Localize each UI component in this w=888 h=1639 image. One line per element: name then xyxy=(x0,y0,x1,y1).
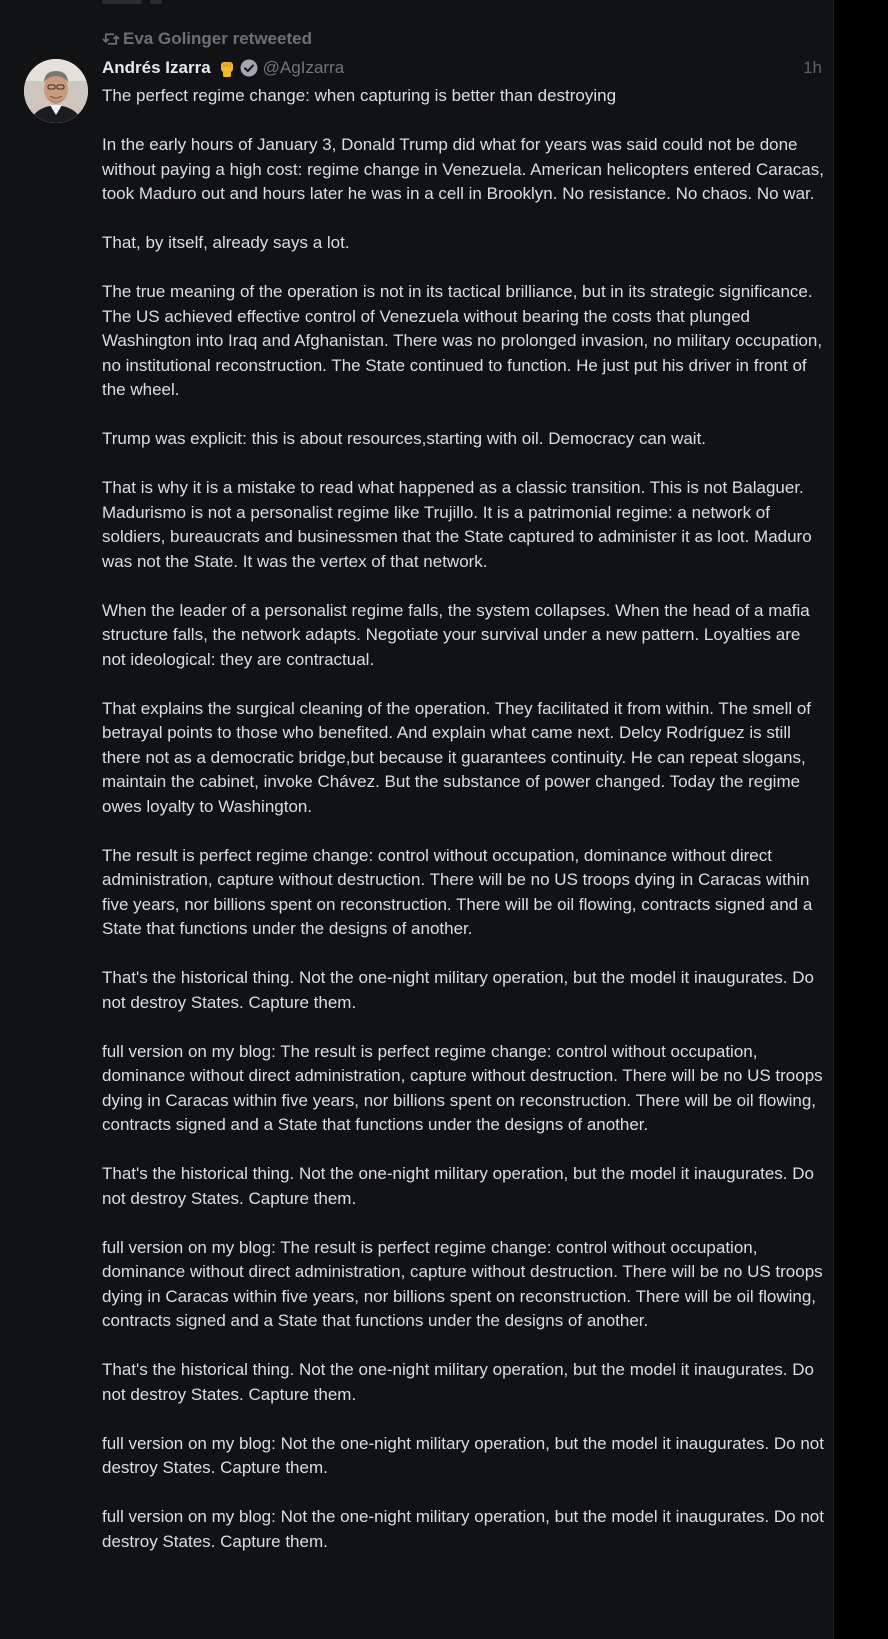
tweet-paragraph: full version on my blog: The result is perfect regime change: control without occupation, dominance without direct administration, capture without destruction. There will be no US troops dying in Caracas within five years, nor billions spent on reconstruction. There will be oil flowing, contracts signed and a State that functions under the designs of another. xyxy=(102,1041,823,1134)
raised-fist-emoji-icon xyxy=(219,59,235,77)
tweet-header xyxy=(102,56,822,80)
tweet-paragraph: That explains the surgical cleaning of the operation. They facilitated it from within. The smell of betrayal points to those who benefited. And explain what came next. Delcy Rodríguez is still there not as a democratic bridge,but because it guarantees continuity. He can repeat slogans, maintain the cabinet, invoke Chávez. But the substance of power changed. Today the regime owes loyalty to Washington. xyxy=(102,698,812,816)
tweet-paragraph: That's the historical thing. Not the one-night military operation, but the model it inaugurates. Do not destroy States. Capture them. xyxy=(102,968,814,1012)
tweet-paragraph: That is why it is a mistake to read what happened as a classic transition. This is not Balaguer. Madurismo is not a personalist regime like Trujillo. It is a patrimonial regime: a network of soldiers, bureaucrats and businessmen that the State captured to administer it as loot. Maduro was not the State. It was the vertex of that network. xyxy=(102,478,812,571)
author-name[interactable]: Andrés Izarra xyxy=(102,58,211,77)
tweet-paragraph: That's the historical thing. Not the one-night military operation, but the model it inaugurates. Do not destroy States. Capture them. xyxy=(102,1360,814,1404)
retweet-icon xyxy=(102,31,121,47)
tweet-paragraph: Trump was explicit: this is about resources,starting with oil. Democracy can wait. xyxy=(102,429,707,448)
avatar-portrait xyxy=(24,59,88,123)
avatar[interactable] xyxy=(24,59,88,123)
retweet-label: Eva Golinger retweeted xyxy=(123,29,312,48)
tweet-paragraph: The perfect regime change: when capturing is better than destroying xyxy=(102,86,617,105)
previous-post-cutoff xyxy=(102,0,262,3)
tweet-paragraph: When the leader of a personalist regime falls, the system collapses. When the head of a mafia structure falls, the network adapts. Negotiate your survival under a new pattern. Loyalties are not ideological: they are contractual. xyxy=(102,600,810,669)
verified-badge-icon xyxy=(240,59,258,77)
tweet-body xyxy=(102,84,827,1579)
tweet-paragraph: full version on my blog: Not the one-night military operation, but the model it inaugurates. Do not destroy States. Capture them. xyxy=(102,1507,824,1551)
tweet-paragraph: full version on my blog: The result is perfect regime change: control without occupation, dominance without direct administration, capture without destruction. There will be no US troops dying in Caracas within five years, nor billions spent on reconstruction. There will be oil flowing, contracts signed and a State that functions under the designs of another. xyxy=(102,1237,823,1330)
tweet-paragraph: In the early hours of January 3, Donald Trump did what for years was said could not be done without paying a high cost: regime change in Venezuela. American helicopters entered Caracas, took Maduro out and hours later he was in a cell in Brooklyn. No resistance. No chaos. No war. xyxy=(102,135,824,203)
tweet-paragraph: The true meaning of the operation is not in its tactical brilliance, but in its strategic significance. The US achieved effective control of Venezuela without bearing the costs that plunged Washington into Iraq and Afghanistan. There was no prolonged invasion, no military occupation, no institutional reconstruction. The State continued to function. He just put his driver in front of the wheel. xyxy=(102,282,823,399)
retweet-context[interactable] xyxy=(102,28,312,50)
author-handle[interactable]: @AgIzarra xyxy=(262,58,345,77)
tweet-timestamp[interactable]: 1h xyxy=(803,58,822,77)
tweet-paragraph: full version on my blog: Not the one-night military operation, but the model it inaugurates. Do not destroy States. Capture them. xyxy=(102,1433,824,1477)
tweet-paragraph: That, by itself, already says a lot. xyxy=(102,233,350,252)
tweet-paragraph: The result is perfect regime change: control without occupation, dominance without direct administration, capture without destruction. There will be no US troops dying in Caracas within five years, nor billions spent on reconstruction. There will be oil flowing, contracts signed and a State that functions under the designs of another. xyxy=(102,845,813,938)
tweet-paragraph: That's the historical thing. Not the one-night military operation, but the model it inaugurates. Do not destroy States. Capture them. xyxy=(102,1164,814,1208)
